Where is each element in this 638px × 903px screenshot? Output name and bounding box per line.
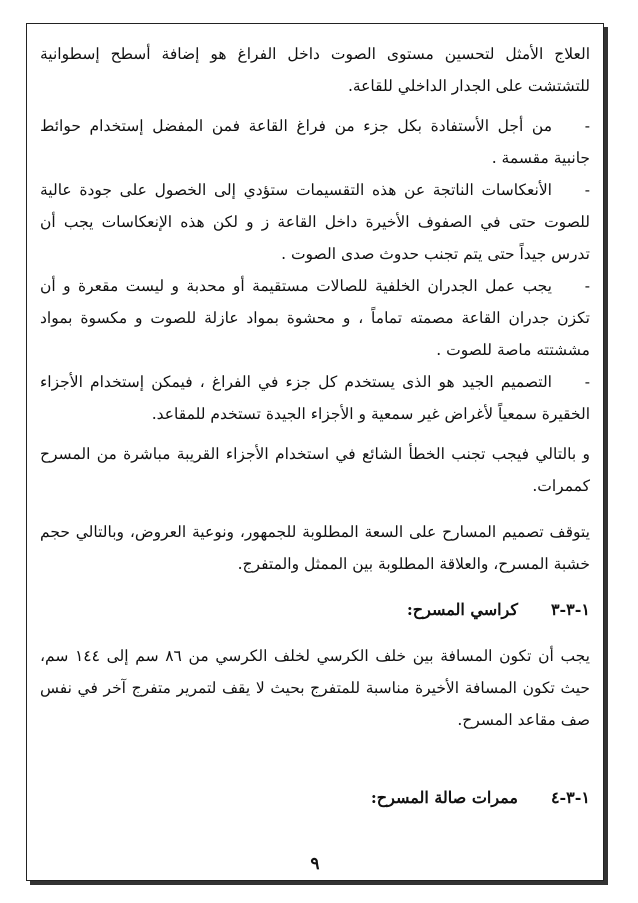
bullet-marker: - — [584, 181, 590, 199]
section-heading-aisles — [40, 782, 590, 814]
intro-paragraph: العلاج الأمثل لتحسين مستوى الصوت داخل الفراغ هو إضافة أسطح إسطوانية للتشتشت على الجدار الداخلي للقاعة. — [40, 45, 590, 95]
bullet-text: يجب عمل الجدران الخلفية للصالات مستقيمة أو محدبة و ليست مقعرة و أن تكزن جدران القاعة مصمته تماماً ، و محشوة بمواد عازلة للصوت و مكسوة بمواد مششتته ماصة للصوت . — [40, 277, 590, 359]
section-number: ١-٣-٤ — [550, 788, 590, 807]
bullet-item — [40, 366, 590, 430]
section-heading-seats — [40, 594, 590, 626]
section-title: ممرات صالة المسرح: — [370, 788, 518, 807]
bullet-marker: - — [584, 277, 590, 295]
bullet-item — [40, 270, 590, 366]
section-seats-text: يجب أن تكون المسافة بين خلف الكرسي لخلف الكرسي من ٨٦ سم إلى ١٤٤ سم، حيث تكون المسافة الأخيرة مناسبة للمتفرج بحيث لا يقف لتمرير متفرج آخر في نفس صف مقاعد المسرح. — [40, 647, 590, 729]
bullet-item — [40, 110, 590, 174]
paragraph-theater-design: يتوقف تصميم المسارح على السعة المطلوبة للجمهور، ونوعية العروض، وبالتالي حجم خشبة المسرح، والعلاقة المطلوبة بين الممثل والمتفرج. — [40, 523, 590, 573]
section-title: كراسي المسرح: — [406, 600, 518, 619]
paragraph-avoid-error: و بالتالي فيجب تجنب الخطأ الشائع في استخدام الأجزاء القريبة مباشرة من المسرح كممرات. — [40, 445, 590, 495]
page-content — [40, 38, 590, 840]
bullet-marker: - — [584, 117, 590, 135]
bullet-text: من أجل الأستفادة بكل جزء من فراغ القاعة فمن المفضل إستخدام حوائط جانبية مقسمة . — [40, 117, 590, 167]
document-page — [26, 23, 604, 881]
section-number: ١-٣-٣ — [550, 600, 590, 619]
bullet-marker: - — [584, 373, 590, 391]
page-number: ٩ — [310, 854, 320, 874]
bullet-text: التصميم الجيد هو الذى يستخدم كل جزء في الفراغ ، فيمكن إستخدام الأجزاء الخقيرة سمعياً لأغراض غير سمعية و الأجزاء الجيدة تستخدم للمقاعد. — [40, 373, 590, 423]
bullet-item — [40, 174, 590, 270]
bullet-text: الأنعكاسات الناتجة عن هذه التقسيمات ستؤدي إلى الخصول على جودة عالية للصوت حتى في الصفوف الأخيرة داخل القاعة ز و لكن هذه الإنعكاسات يجب أن تدرس جيداً حتى يتم تجنب حدوث صدى الصوت . — [40, 181, 590, 263]
